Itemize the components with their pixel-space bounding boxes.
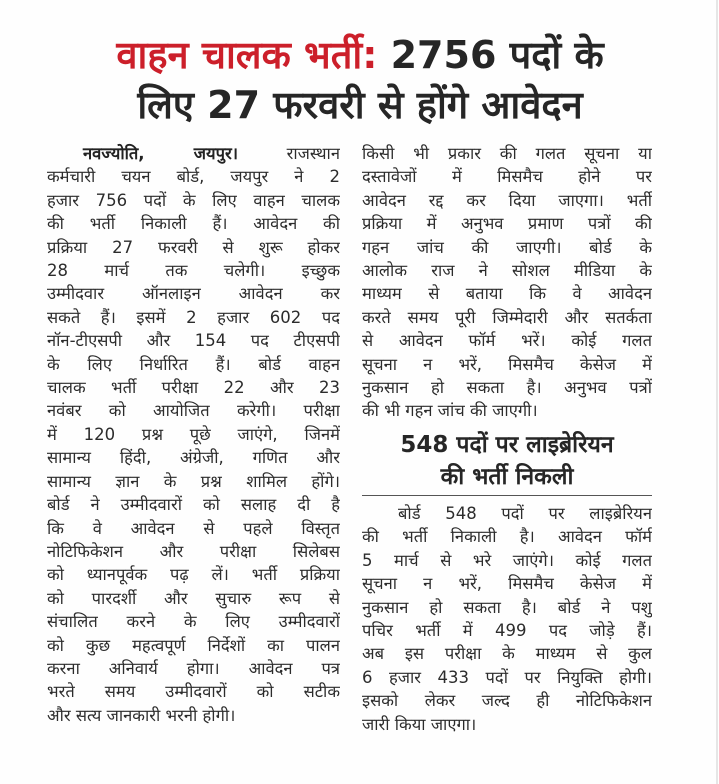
subheading bbox=[362, 429, 652, 493]
body-line: के लिए निर्धारित हैं। बोर्ड वाहन bbox=[47, 354, 340, 374]
left-column bbox=[47, 142, 340, 727]
body-line: गहन जांच की जाएगी। बोर्ड के bbox=[362, 237, 652, 257]
headline bbox=[20, 30, 700, 130]
body-line: संचालित करने के लिए उम्मीदवारों bbox=[47, 612, 340, 632]
subheading-line2: की भर्ती निकली bbox=[440, 463, 574, 490]
body-line: की भर्ती निकाली हैं। आवेदन की bbox=[47, 214, 340, 234]
body-line: भरते समय उम्मीदवारों को सटीक bbox=[47, 682, 340, 702]
body-line: को कुछ महत्वपूर्ण निर्देशों का पालन bbox=[47, 635, 340, 655]
body-line: प्रक्रिया 27 फरवरी से शुरू होकर bbox=[47, 237, 340, 257]
body-line: बोर्ड 548 पदों पर लाइब्रेरियन bbox=[398, 503, 652, 523]
body-line: आवेदन रद्द कर दिया जाएगा। भर्ती bbox=[362, 190, 652, 210]
body-line: हजार 756 पदों के लिए वाहन चालक bbox=[47, 190, 340, 210]
body-line: पचिर भर्ती में 499 पद जोड़े हैं। bbox=[362, 620, 652, 640]
dateline: नवज्योति, जयपुर। bbox=[83, 144, 238, 163]
body-line: 5 मार्च से भरे जाएंगे। कोई गलत bbox=[362, 550, 652, 570]
headline-line2: लिए 27 फरवरी से होंगे आवेदन bbox=[137, 83, 583, 127]
body-line: दस्तावेजों में मिसमैच होने पर bbox=[362, 167, 652, 187]
body-line: सकते हैं। इसमें 2 हजार 602 पद bbox=[47, 307, 340, 327]
body-line: करते समय पूरी जिम्मेदारी और सतर्कता bbox=[362, 307, 652, 327]
subheading-line1: 548 पदों पर लाइब्रेरियन bbox=[400, 431, 614, 458]
body-line: चालक भर्ती परीक्षा 22 और 23 bbox=[47, 378, 340, 398]
body-line: 6 हजार 433 पदों पर नियुक्ति होगी। bbox=[362, 667, 652, 687]
body-line: सामान्य ज्ञान के प्रश्न शामिल होंगे। bbox=[47, 471, 340, 491]
body-line: की भी गहन जांच की जाएगी। bbox=[362, 401, 538, 421]
body-line: किसी भी प्रकार की गलत सूचना या bbox=[362, 144, 652, 163]
headline-highlight: वाहन चालक भर्ती: bbox=[116, 33, 378, 77]
right-column bbox=[362, 142, 652, 736]
body-line: बोर्ड ने उम्मीदवारों को सलाह दी है bbox=[47, 495, 340, 515]
body-line: इसको लेकर जल्द ही नोटिफिकेशन bbox=[362, 691, 652, 711]
body-line: को पारदर्शी और सुचारु रूप से bbox=[47, 588, 340, 608]
body-line: की भर्ती निकाली है। आवेदन फॉर्म bbox=[362, 527, 652, 547]
headline-part1: 2756 पदों के bbox=[377, 33, 604, 77]
body-line: से आवेदन फॉर्म भरें। कोई गलत bbox=[362, 331, 652, 351]
body-line: आलोक राज ने सोशल मीडिया के bbox=[362, 261, 652, 281]
body-line: करना अनिवार्य होगा। आवेदन पत्र bbox=[47, 658, 340, 678]
body-line: कर्मचारी चयन बोर्ड, जयपुर ने 2 bbox=[47, 167, 340, 187]
body-line: 28 मार्च तक चलेगी। इच्छुक bbox=[47, 261, 340, 281]
body-line: में 120 प्रश्न पूछे जाएंगे, जिनमें bbox=[47, 424, 340, 444]
body-line: नुकसान हो सकता है। बोर्ड ने पशु bbox=[362, 597, 652, 617]
body-line: अब इस परीक्षा के माध्यम से कुल bbox=[362, 644, 652, 664]
body-line: नॉन-टीएसपी और 154 पद टीएसपी bbox=[47, 331, 340, 351]
body-line: माध्यम से बताया कि वे आवेदन bbox=[362, 284, 652, 304]
body-line: और सत्य जानकारी भरनी होगी। bbox=[47, 705, 236, 725]
body-line: सूचना न भरें, मिसमैच केसेज में bbox=[362, 574, 652, 594]
body-line: नवंबर को आयोजित करेगी। परीक्षा bbox=[47, 401, 340, 421]
body-line: नवज्योति, जयपुर। राजस्थान bbox=[83, 144, 340, 163]
body-line: नुकसान हो सकता है। अनुभव पत्रों bbox=[362, 378, 652, 398]
body-line: प्रक्रिया में अनुभव प्रमाण पत्रों की bbox=[362, 214, 652, 234]
subheading-divider bbox=[362, 495, 652, 496]
body-line: कि वे आवेदन से पहले विस्तृत bbox=[47, 518, 340, 538]
body-line: जारी किया जाएगा। bbox=[362, 714, 477, 734]
body-line: सूचना न भरें, मिसमैच केसेज में bbox=[362, 354, 652, 374]
body-line: को ध्यानपूर्वक पढ़ लें। भर्ती प्रक्रिया bbox=[47, 565, 340, 585]
body-line: नोटिफिकेशन और परीक्षा सिलेबस bbox=[47, 541, 340, 561]
body-line: उम्मीदवार ऑनलाइन आवेदन कर bbox=[47, 284, 340, 304]
body-line: सामान्य हिंदी, अंग्रेजी, गणित और bbox=[47, 448, 340, 468]
